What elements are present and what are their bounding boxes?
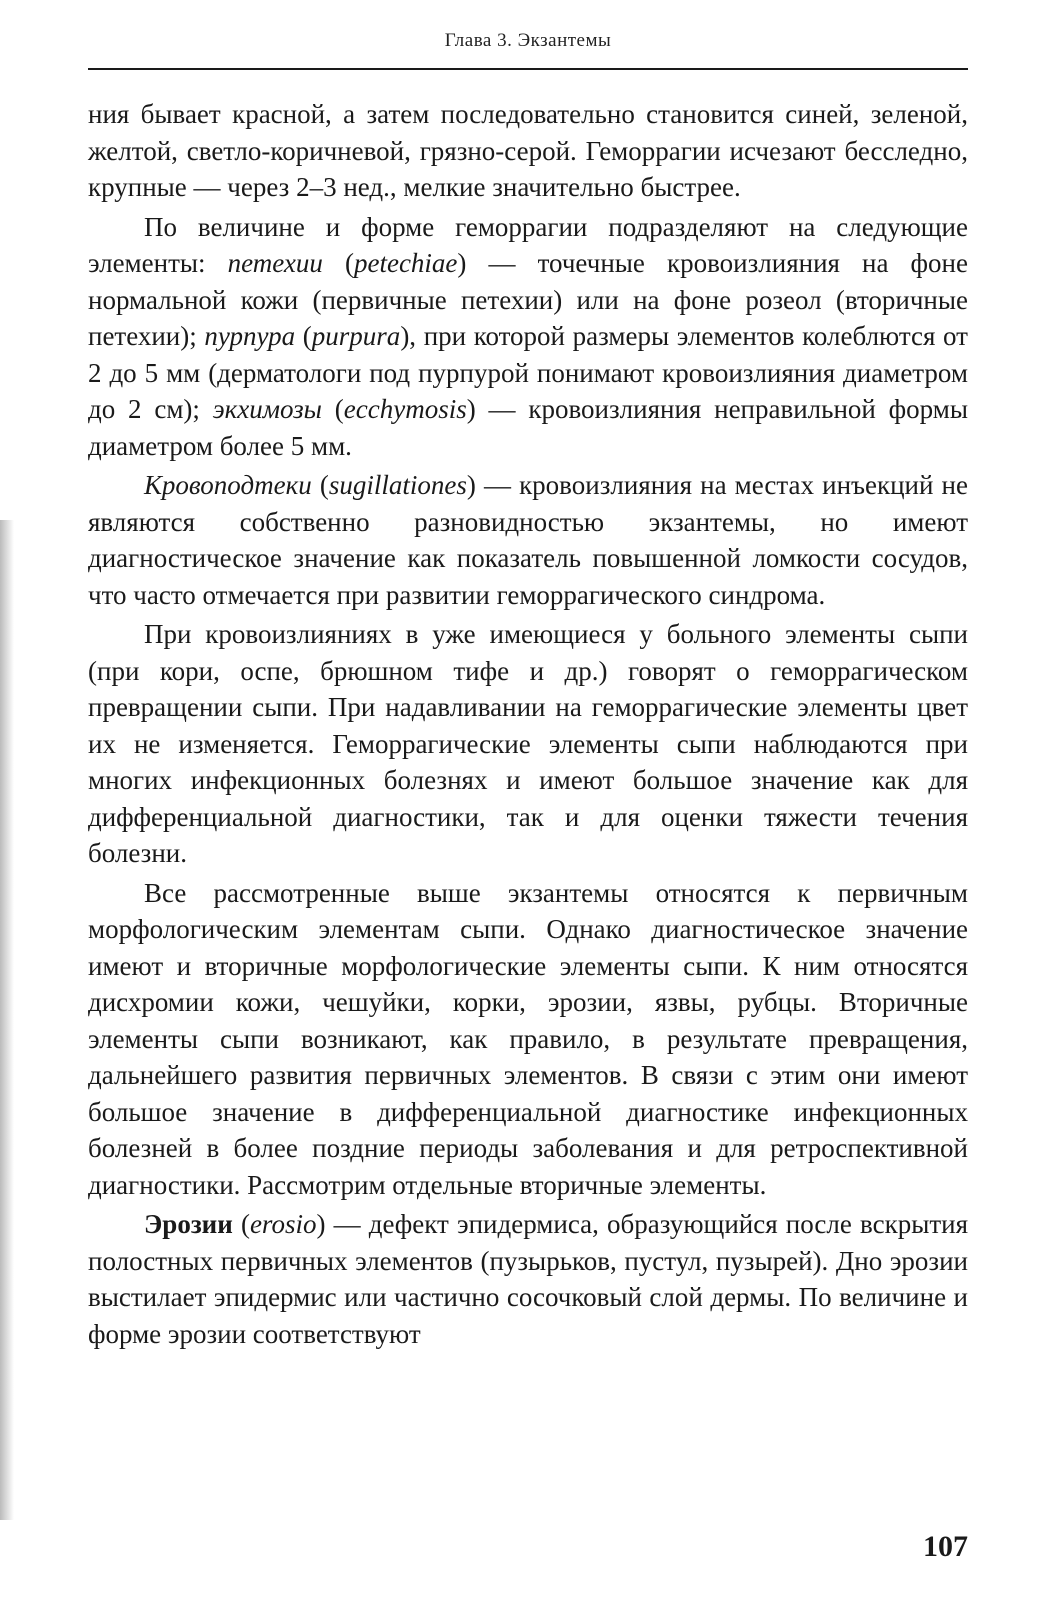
term-latin: ecchymosis (343, 394, 467, 424)
text-run: ния бывает красной, а затем последовательно становится синей, зеленой, желтой, светло-коричневой, грязно-серой. Геморрагии исчезают бесследно, крупные — через 2–3 нед., мелкие значительно быстрее. (88, 99, 968, 202)
term-latin: sugillationes (328, 470, 467, 500)
text-run: ) — дефект эпидермиса, образующийся после вскрытия полостных первичных элементов (пузырьков, пустул, пузырей). Дно эрозии выстилает эпидермис или частично сосочковый слой дермы. По величине и форме эрозии соответствуют (88, 1209, 968, 1349)
text-run: ( (321, 394, 344, 424)
body-text (88, 96, 968, 1355)
text-run: ( (232, 1209, 250, 1239)
term-latin: petechiae (353, 248, 458, 278)
term-latin: purpura (311, 321, 401, 351)
text-run: ) — точечные кровоизлияния на фоне нормальной кожи (первичные петехии) или на фоне розеол (вторичные петехии); (88, 248, 968, 351)
text-run: ( (311, 470, 329, 500)
term-bold: Эрозии (144, 1209, 233, 1239)
term-italic: Кровоподтеки (144, 470, 312, 500)
text-run: ) — кровоизлияния неправильной формы диаметром более 5 мм. (88, 394, 968, 461)
text-run: ) — кровоизлияния на местах инъекций не являются собственно разновидностью экзантемы, но имеют диагностическое значение как показатель повышенной ломкости сосудов, что часто отмечается при развитии геморрагического синдрома. (88, 470, 968, 610)
term-italic: экхимозы (212, 394, 322, 424)
header-rule (88, 68, 968, 70)
text-run: При кровоизлияниях в уже имеющиеся у больного элементы сыпи (при кори, оспе, брюшном тифе и др.) говорят о геморрагическом превращении сыпи. При надавливании на геморрагические элементы цвет их не изменяется. Геморрагические элементы сыпи наблюдаются при многих инфекционных болезнях и имеют большое значение как для дифференциальной диагностики, так и для оценки тяжести течения болезни. (88, 619, 968, 868)
term-italic: петехии (227, 248, 323, 278)
text-run: ( (322, 248, 354, 278)
paragraph-erosions (88, 1206, 968, 1352)
term-italic: пурпура (204, 321, 296, 351)
paragraph-bruises (88, 467, 968, 613)
paragraph-hemorrhagic-transformation (88, 616, 968, 872)
text-run: ( (295, 321, 312, 351)
term-latin: erosio (249, 1209, 317, 1239)
paragraph-secondary-elements (88, 875, 968, 1204)
text-run: По величине и форме геморрагии подразделяют на следующие элементы: (88, 211, 968, 278)
text-run: Все рассмотренные выше экзантемы относятся к первичным морфологическим элементам сыпи. Однако диагностическое значение имеют и вторичные морфологические элементы сыпи. К ним относятся дисхромии кожи, чешуйки, корки, эрозии, язвы, рубцы. Вторичные элементы сыпи возникают, как правило, в результате превращения, дальнейшего развития первичных элементов. В связи с этим они имеют большое значение в дифференциальной диагностике инфекционных болезней в более поздние периоды заболевания и для ретроспективной диагностики. Рассмотрим отдельные вторичные элементы. (88, 877, 968, 1200)
page-number: 107 (923, 1530, 968, 1563)
paragraph-hemorrhage-types (88, 209, 968, 465)
scan-shadow (0, 520, 14, 1520)
running-head: Глава 3. Экзантемы (444, 30, 612, 51)
paragraph-continued (88, 96, 968, 206)
text-run: ), при которой размеры элементов колеблются от 2 до 5 мм (дерматологи под пурпурой понимают кровоизлияния диаметром до 2 см); (88, 321, 968, 424)
